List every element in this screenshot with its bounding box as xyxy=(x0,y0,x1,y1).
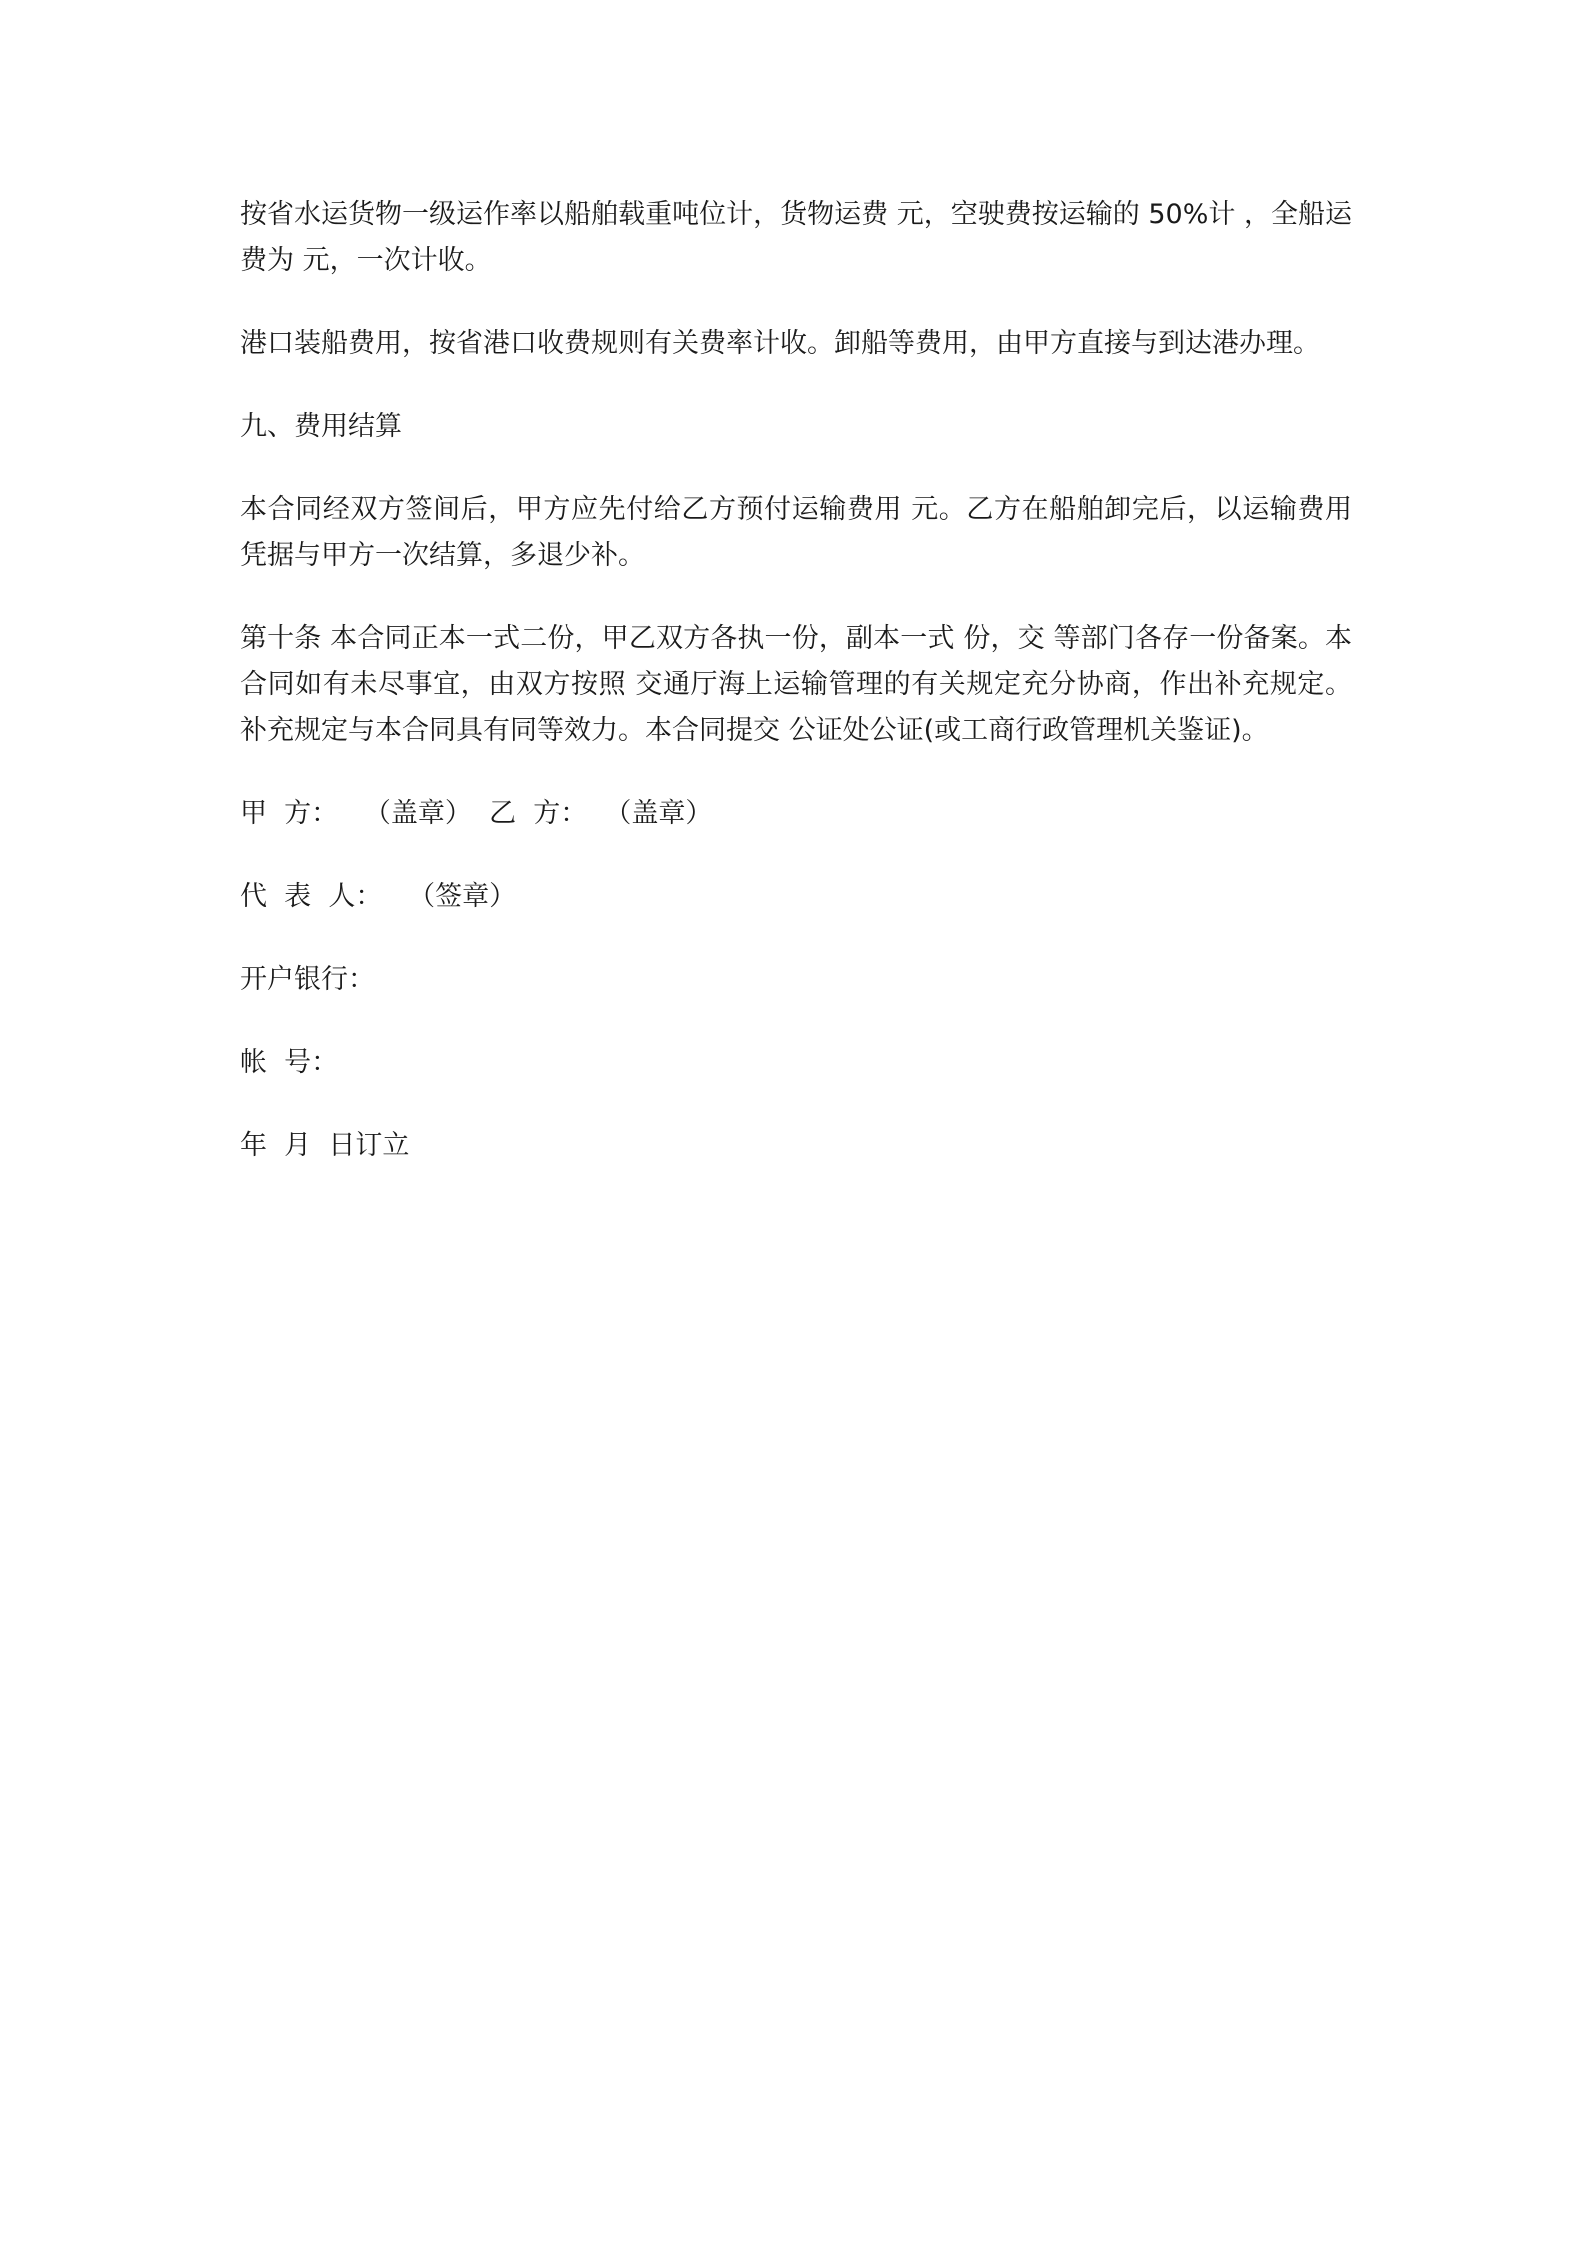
document-body xyxy=(240,192,1352,1206)
signature-account-line: 帐 号： xyxy=(240,1047,339,1078)
paragraph-port-fees: 港口装船费用，按省港口收费规则有关费率计收。卸船等费用，由甲方直接与到达港办理。 xyxy=(240,328,1320,359)
signature-date-line: 年 月 日订立 xyxy=(240,1130,410,1161)
paragraph-article-ten: 第十条 本合同正本一式二份，甲乙双方各执一份，副本一式 份，交 等部门各存一份备案。本合同如有未尽事宜，由双方按照 交通厅海上运输管理的有关规定充分协商，作出补充规定。补充规定与本合同具有同等效力。本合同提交 公证处公证(或工商行政管理机关鉴证)。 xyxy=(240,623,1352,746)
paragraph-freight-rate: 按省水运货物一级运作率以船舶载重吨位计，货物运费 元，空驶费按运输的 50%计 ，全船运费为 元，一次计收。 xyxy=(240,199,1352,276)
signature-bank-line: 开户银行： xyxy=(240,964,375,995)
paragraph-settlement: 本合同经双方签间后，甲方应先付给乙方预付运输费用 元。乙方在船舶卸完后，以运输费用凭据与甲方一次结算，多退少补。 xyxy=(240,494,1352,571)
section-heading-settlement: 九、费用结算 xyxy=(240,411,402,442)
signature-representative-line: 代 表 人： （签章） xyxy=(240,881,517,912)
signature-party-line: 甲 方： （盖章） 乙 方： （盖章） xyxy=(240,798,713,829)
